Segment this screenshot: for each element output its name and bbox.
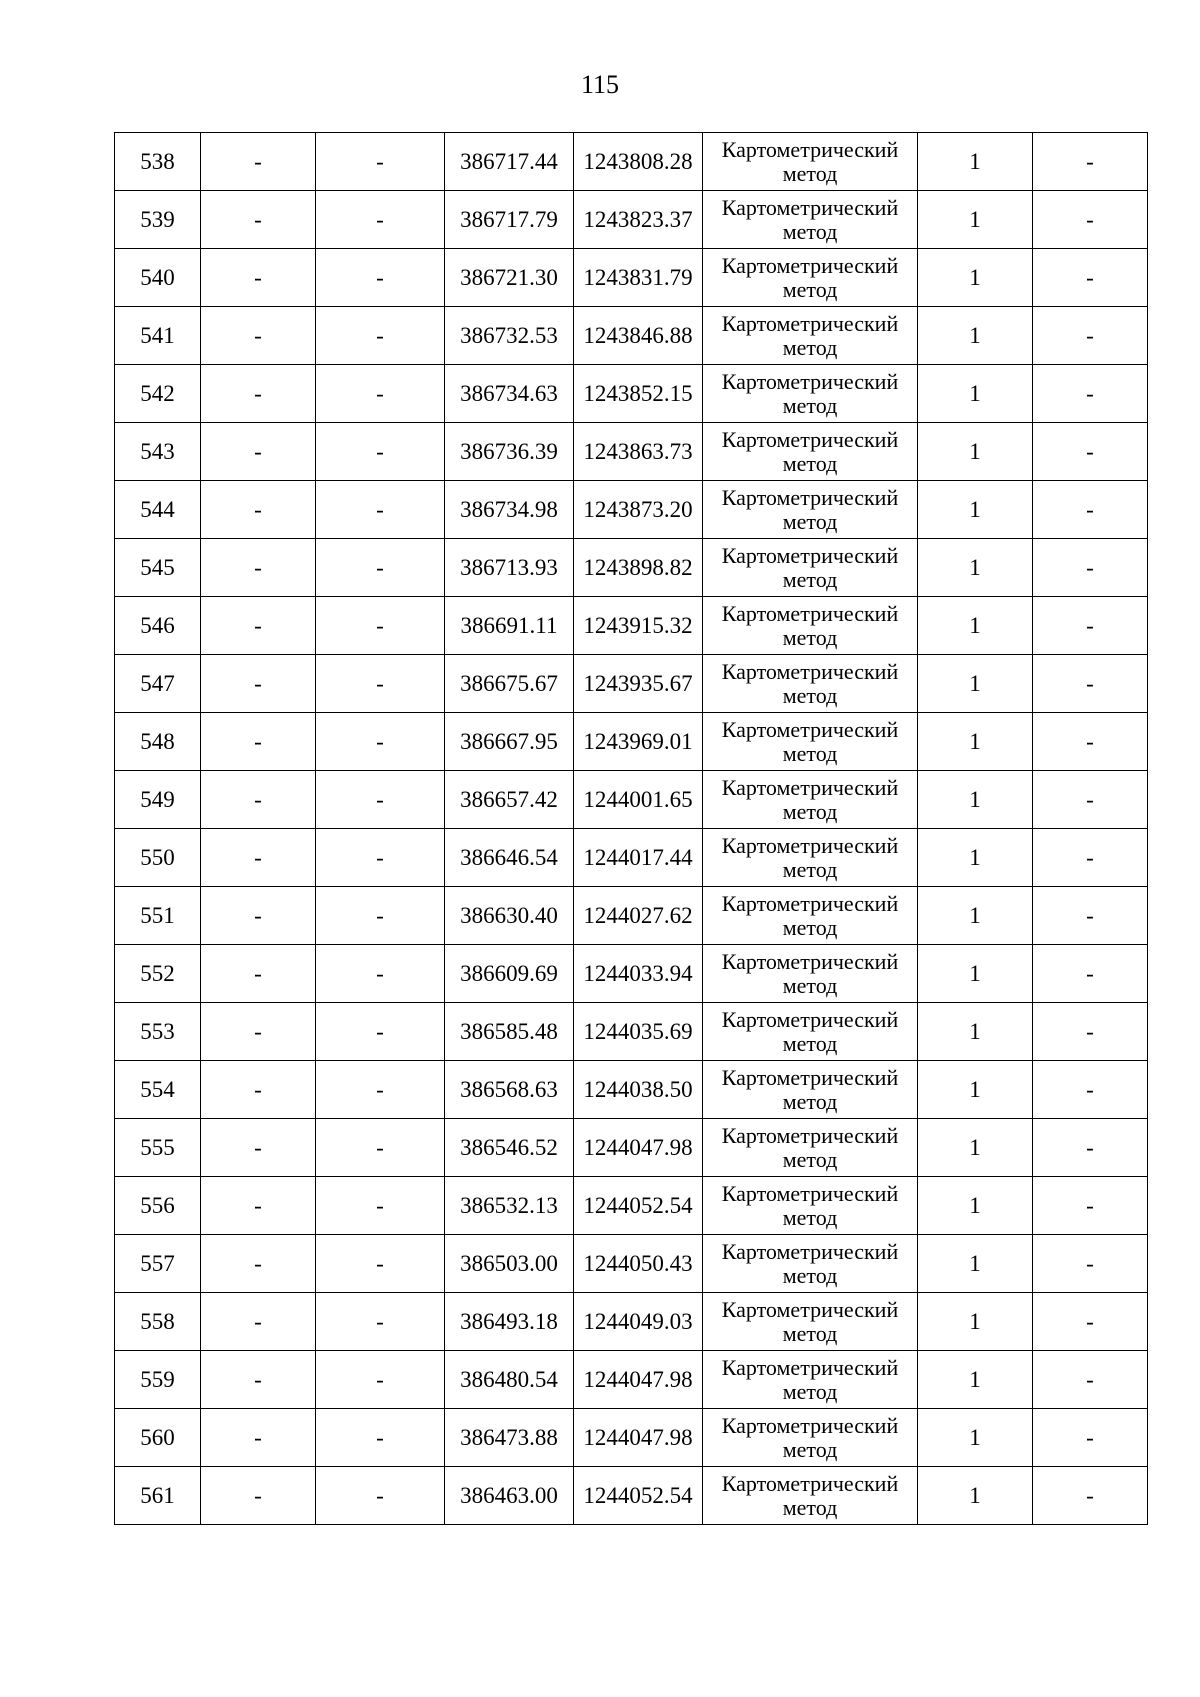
accuracy-cell: 1 [918, 713, 1033, 771]
col2-cell: - [201, 829, 316, 887]
method-cell: Картометрический метод [703, 1351, 918, 1409]
table-row [115, 249, 1148, 307]
col8-cell: - [1033, 1177, 1148, 1235]
table-row [115, 481, 1148, 539]
y-coordinate-cell: 1244052.54 [574, 1467, 703, 1525]
col2-cell: - [201, 133, 316, 191]
col3-cell: - [316, 249, 445, 307]
point-number-cell: 540 [115, 249, 201, 307]
accuracy-cell: 1 [918, 307, 1033, 365]
table-body [115, 133, 1148, 1525]
col2-cell: - [201, 1293, 316, 1351]
col3-cell: - [316, 1351, 445, 1409]
col3-cell: - [316, 1003, 445, 1061]
x-coordinate-cell: 386532.13 [445, 1177, 574, 1235]
col2-cell: - [201, 249, 316, 307]
accuracy-cell: 1 [918, 1467, 1033, 1525]
accuracy-cell: 1 [918, 1409, 1033, 1467]
col8-cell: - [1033, 1235, 1148, 1293]
col2-cell: - [201, 945, 316, 1003]
col8-cell: - [1033, 713, 1148, 771]
col2-cell: - [201, 597, 316, 655]
y-coordinate-cell: 1243935.67 [574, 655, 703, 713]
col3-cell: - [316, 1119, 445, 1177]
point-number-cell: 547 [115, 655, 201, 713]
x-coordinate-cell: 386630.40 [445, 887, 574, 945]
method-cell: Картометрический метод [703, 1235, 918, 1293]
method-cell: Картометрический метод [703, 133, 918, 191]
col8-cell: - [1033, 887, 1148, 945]
point-number-cell: 556 [115, 1177, 201, 1235]
table-row [115, 597, 1148, 655]
col3-cell: - [316, 771, 445, 829]
col8-cell: - [1033, 191, 1148, 249]
col3-cell: - [316, 191, 445, 249]
y-coordinate-cell: 1244033.94 [574, 945, 703, 1003]
accuracy-cell: 1 [918, 1235, 1033, 1293]
accuracy-cell: 1 [918, 655, 1033, 713]
y-coordinate-cell: 1244047.98 [574, 1351, 703, 1409]
col3-cell: - [316, 1293, 445, 1351]
point-number-cell: 553 [115, 1003, 201, 1061]
y-coordinate-cell: 1243846.88 [574, 307, 703, 365]
accuracy-cell: 1 [918, 887, 1033, 945]
col8-cell: - [1033, 423, 1148, 481]
table-row [115, 1177, 1148, 1235]
method-cell: Картометрический метод [703, 481, 918, 539]
accuracy-cell: 1 [918, 1119, 1033, 1177]
table-row [115, 887, 1148, 945]
point-number-cell: 555 [115, 1119, 201, 1177]
table-row [115, 539, 1148, 597]
col8-cell: - [1033, 945, 1148, 1003]
col3-cell: - [316, 597, 445, 655]
x-coordinate-cell: 386609.69 [445, 945, 574, 1003]
col3-cell: - [316, 539, 445, 597]
col3-cell: - [316, 1235, 445, 1293]
col2-cell: - [201, 771, 316, 829]
col2-cell: - [201, 1003, 316, 1061]
method-cell: Картометрический метод [703, 655, 918, 713]
col2-cell: - [201, 481, 316, 539]
table-row [115, 1235, 1148, 1293]
coordinates-table [114, 132, 1148, 1525]
y-coordinate-cell: 1243915.32 [574, 597, 703, 655]
y-coordinate-cell: 1244027.62 [574, 887, 703, 945]
accuracy-cell: 1 [918, 423, 1033, 481]
col2-cell: - [201, 191, 316, 249]
col3-cell: - [316, 1061, 445, 1119]
accuracy-cell: 1 [918, 597, 1033, 655]
col2-cell: - [201, 887, 316, 945]
y-coordinate-cell: 1243863.73 [574, 423, 703, 481]
method-cell: Картометрический метод [703, 829, 918, 887]
table-row [115, 1293, 1148, 1351]
accuracy-cell: 1 [918, 945, 1033, 1003]
table-row [115, 829, 1148, 887]
point-number-cell: 549 [115, 771, 201, 829]
table-row [115, 1351, 1148, 1409]
x-coordinate-cell: 386546.52 [445, 1119, 574, 1177]
point-number-cell: 545 [115, 539, 201, 597]
y-coordinate-cell: 1244001.65 [574, 771, 703, 829]
table-row [115, 307, 1148, 365]
col2-cell: - [201, 655, 316, 713]
col8-cell: - [1033, 1003, 1148, 1061]
method-cell: Картометрический метод [703, 945, 918, 1003]
x-coordinate-cell: 386691.11 [445, 597, 574, 655]
x-coordinate-cell: 386585.48 [445, 1003, 574, 1061]
x-coordinate-cell: 386734.63 [445, 365, 574, 423]
col3-cell: - [316, 829, 445, 887]
x-coordinate-cell: 386736.39 [445, 423, 574, 481]
point-number-cell: 554 [115, 1061, 201, 1119]
col3-cell: - [316, 1467, 445, 1525]
method-cell: Картометрический метод [703, 1177, 918, 1235]
x-coordinate-cell: 386646.54 [445, 829, 574, 887]
method-cell: Картометрический метод [703, 539, 918, 597]
method-cell: Картометрический метод [703, 1003, 918, 1061]
table-row [115, 1061, 1148, 1119]
method-cell: Картометрический метод [703, 423, 918, 481]
y-coordinate-cell: 1243831.79 [574, 249, 703, 307]
table-row [115, 191, 1148, 249]
y-coordinate-cell: 1244052.54 [574, 1177, 703, 1235]
accuracy-cell: 1 [918, 365, 1033, 423]
point-number-cell: 538 [115, 133, 201, 191]
point-number-cell: 559 [115, 1351, 201, 1409]
point-number-cell: 561 [115, 1467, 201, 1525]
col2-cell: - [201, 423, 316, 481]
table-row [115, 133, 1148, 191]
point-number-cell: 541 [115, 307, 201, 365]
accuracy-cell: 1 [918, 829, 1033, 887]
x-coordinate-cell: 386732.53 [445, 307, 574, 365]
col8-cell: - [1033, 249, 1148, 307]
method-cell: Картометрический метод [703, 713, 918, 771]
method-cell: Картометрический метод [703, 307, 918, 365]
col2-cell: - [201, 1351, 316, 1409]
col3-cell: - [316, 481, 445, 539]
col2-cell: - [201, 1467, 316, 1525]
col2-cell: - [201, 307, 316, 365]
method-cell: Картометрический метод [703, 1061, 918, 1119]
method-cell: Картометрический метод [703, 191, 918, 249]
col8-cell: - [1033, 307, 1148, 365]
col2-cell: - [201, 1177, 316, 1235]
method-cell: Картометрический метод [703, 1119, 918, 1177]
y-coordinate-cell: 1244047.98 [574, 1119, 703, 1177]
col3-cell: - [316, 887, 445, 945]
col3-cell: - [316, 1177, 445, 1235]
accuracy-cell: 1 [918, 1061, 1033, 1119]
table-row [115, 771, 1148, 829]
x-coordinate-cell: 386713.93 [445, 539, 574, 597]
table-row [115, 1467, 1148, 1525]
method-cell: Картометрический метод [703, 1409, 918, 1467]
point-number-cell: 557 [115, 1235, 201, 1293]
col3-cell: - [316, 423, 445, 481]
col8-cell: - [1033, 1409, 1148, 1467]
y-coordinate-cell: 1243823.37 [574, 191, 703, 249]
accuracy-cell: 1 [918, 771, 1033, 829]
point-number-cell: 539 [115, 191, 201, 249]
col8-cell: - [1033, 829, 1148, 887]
table-row [115, 365, 1148, 423]
accuracy-cell: 1 [918, 249, 1033, 307]
y-coordinate-cell: 1243852.15 [574, 365, 703, 423]
col2-cell: - [201, 1061, 316, 1119]
y-coordinate-cell: 1244038.50 [574, 1061, 703, 1119]
col8-cell: - [1033, 539, 1148, 597]
table-row [115, 1119, 1148, 1177]
table-row [115, 423, 1148, 481]
col3-cell: - [316, 945, 445, 1003]
page-number: 115 [580, 70, 620, 99]
table-row [115, 1409, 1148, 1467]
col3-cell: - [316, 307, 445, 365]
x-coordinate-cell: 386717.44 [445, 133, 574, 191]
point-number-cell: 546 [115, 597, 201, 655]
y-coordinate-cell: 1243969.01 [574, 713, 703, 771]
x-coordinate-cell: 386568.63 [445, 1061, 574, 1119]
col3-cell: - [316, 655, 445, 713]
y-coordinate-cell: 1244050.43 [574, 1235, 703, 1293]
col2-cell: - [201, 1119, 316, 1177]
col8-cell: - [1033, 771, 1148, 829]
col3-cell: - [316, 133, 445, 191]
x-coordinate-cell: 386657.42 [445, 771, 574, 829]
col8-cell: - [1033, 133, 1148, 191]
x-coordinate-cell: 386721.30 [445, 249, 574, 307]
accuracy-cell: 1 [918, 191, 1033, 249]
point-number-cell: 551 [115, 887, 201, 945]
col2-cell: - [201, 1235, 316, 1293]
col8-cell: - [1033, 1061, 1148, 1119]
col2-cell: - [201, 713, 316, 771]
col2-cell: - [201, 365, 316, 423]
point-number-cell: 544 [115, 481, 201, 539]
col3-cell: - [316, 365, 445, 423]
x-coordinate-cell: 386734.98 [445, 481, 574, 539]
point-number-cell: 543 [115, 423, 201, 481]
y-coordinate-cell: 1243873.20 [574, 481, 703, 539]
method-cell: Картометрический метод [703, 771, 918, 829]
method-cell: Картометрический метод [703, 887, 918, 945]
accuracy-cell: 1 [918, 481, 1033, 539]
y-coordinate-cell: 1243898.82 [574, 539, 703, 597]
col3-cell: - [316, 713, 445, 771]
col8-cell: - [1033, 655, 1148, 713]
col8-cell: - [1033, 597, 1148, 655]
x-coordinate-cell: 386503.00 [445, 1235, 574, 1293]
accuracy-cell: 1 [918, 1293, 1033, 1351]
x-coordinate-cell: 386473.88 [445, 1409, 574, 1467]
point-number-cell: 550 [115, 829, 201, 887]
col8-cell: - [1033, 1351, 1148, 1409]
accuracy-cell: 1 [918, 1177, 1033, 1235]
y-coordinate-cell: 1244017.44 [574, 829, 703, 887]
col8-cell: - [1033, 1293, 1148, 1351]
x-coordinate-cell: 386717.79 [445, 191, 574, 249]
x-coordinate-cell: 386675.67 [445, 655, 574, 713]
col2-cell: - [201, 539, 316, 597]
col8-cell: - [1033, 365, 1148, 423]
method-cell: Картометрический метод [703, 249, 918, 307]
y-coordinate-cell: 1243808.28 [574, 133, 703, 191]
method-cell: Картометрический метод [703, 1293, 918, 1351]
x-coordinate-cell: 386493.18 [445, 1293, 574, 1351]
table-row [115, 1003, 1148, 1061]
method-cell: Картометрический метод [703, 365, 918, 423]
col2-cell: - [201, 1409, 316, 1467]
col8-cell: - [1033, 1119, 1148, 1177]
point-number-cell: 560 [115, 1409, 201, 1467]
y-coordinate-cell: 1244035.69 [574, 1003, 703, 1061]
accuracy-cell: 1 [918, 539, 1033, 597]
method-cell: Картометрический метод [703, 597, 918, 655]
y-coordinate-cell: 1244047.98 [574, 1409, 703, 1467]
x-coordinate-cell: 386463.00 [445, 1467, 574, 1525]
point-number-cell: 542 [115, 365, 201, 423]
col3-cell: - [316, 1409, 445, 1467]
col8-cell: - [1033, 481, 1148, 539]
y-coordinate-cell: 1244049.03 [574, 1293, 703, 1351]
table-row [115, 655, 1148, 713]
x-coordinate-cell: 386667.95 [445, 713, 574, 771]
table-row [115, 713, 1148, 771]
point-number-cell: 548 [115, 713, 201, 771]
table-row [115, 945, 1148, 1003]
method-cell: Картометрический метод [703, 1467, 918, 1525]
x-coordinate-cell: 386480.54 [445, 1351, 574, 1409]
col8-cell: - [1033, 1467, 1148, 1525]
accuracy-cell: 1 [918, 1351, 1033, 1409]
point-number-cell: 552 [115, 945, 201, 1003]
point-number-cell: 558 [115, 1293, 201, 1351]
accuracy-cell: 1 [918, 133, 1033, 191]
accuracy-cell: 1 [918, 1003, 1033, 1061]
